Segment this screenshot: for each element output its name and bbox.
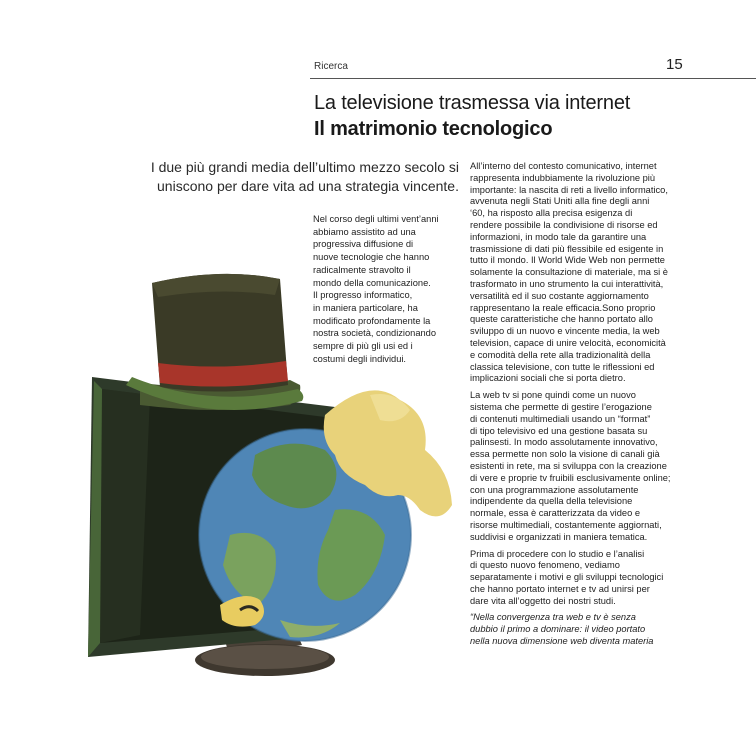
lead-line: I due più grandi media dell’ultimo mezzo secolo si bbox=[150, 159, 459, 175]
body-line: versatilità ed il suo costante aggiornamento bbox=[470, 290, 649, 301]
intro-line: nostra società, condizionando bbox=[313, 328, 437, 339]
body-paragraph-1 bbox=[470, 161, 710, 385]
body-line: normale, essa è caratterizzata da video e bbox=[470, 508, 641, 519]
body-line: queste caratteristiche che hanno portato allo bbox=[470, 314, 653, 325]
body-line: ‘60, ha risposto alla precisa esigenza di bbox=[470, 208, 633, 219]
body-line: rendere possibile la condivisione di risorse ed bbox=[470, 219, 658, 230]
body-line: palinsesti. In modo assolutamente innovativo, bbox=[470, 437, 658, 448]
body-line: di questo nuovo fenomeno, vediamo bbox=[470, 560, 620, 571]
body-paragraph-3 bbox=[470, 549, 710, 608]
quote-line: dubbio il primo a dominare: il video portato bbox=[470, 624, 646, 635]
intro-line: in maniera particolare, ha bbox=[313, 302, 418, 313]
lead-line: uniscono per dare vita ad una strategia vincente. bbox=[157, 178, 459, 194]
body-line: rappresenta indubbiamente la rivoluzione più bbox=[470, 172, 656, 183]
body-line: di vere e proprie tv fruibili esclusivamente online; bbox=[470, 472, 671, 483]
quote-line: “Nella convergenza tra web e tv è senza bbox=[470, 612, 636, 623]
body-line: television, capace di unire velocità, economicità bbox=[470, 337, 666, 348]
section-label: Ricerca bbox=[314, 61, 348, 72]
body-line: separatamente i motivi e gli sviluppi tecnologici bbox=[470, 572, 664, 583]
intro-line: progressiva diffusione di bbox=[313, 239, 414, 250]
intro-line: costumi degli individui. bbox=[313, 353, 407, 364]
body-line: trasmissione di dati più flessibile ed esigente in bbox=[470, 243, 664, 254]
body-line: sviluppo di un nuovo e vincente media, la web bbox=[470, 326, 660, 337]
body-column bbox=[470, 161, 710, 653]
body-line: esistenti in rete, ma si sviluppa con la creazione bbox=[470, 460, 667, 471]
page-number: 15 bbox=[666, 56, 683, 73]
pull-quote bbox=[470, 612, 710, 647]
body-line: essa permette non solo la visione di canali già bbox=[470, 449, 660, 460]
article-title: La televisione trasmessa via internet bbox=[314, 92, 631, 114]
intro-line: mondo della comunicazione. bbox=[313, 277, 431, 288]
top-hat-icon bbox=[126, 274, 303, 410]
body-line: dare vita all’oggetto dei nostri studi. bbox=[470, 595, 616, 606]
article-subtitle: Il matrimonio tecnologico bbox=[314, 118, 553, 140]
intro-line: Il progresso informatico, bbox=[313, 290, 413, 301]
quote-line: nella nuova dimensione web diventa materia bbox=[470, 636, 654, 647]
body-line: indipendente da quella della televisione bbox=[470, 496, 633, 507]
body-line: Prima di procedere con lo studio e l’analisi bbox=[470, 548, 645, 559]
body-line: classica televisione, con tutte le riflessioni ed bbox=[470, 361, 655, 372]
body-line: All’interno del contesto comunicativo, internet bbox=[470, 161, 657, 171]
body-line: di contenuti multimediali usando un “format” bbox=[470, 413, 651, 424]
body-line: risorse multimediali, costantemente aggiornati, bbox=[470, 519, 662, 530]
body-line: informazioni, in modo tale da garantire una bbox=[470, 231, 647, 242]
body-line: rappresentano la reale efficacia.Sono proprio bbox=[470, 302, 656, 313]
lead-paragraph bbox=[100, 158, 459, 196]
body-line: suddivisi e organizzati in maniera tematica. bbox=[470, 531, 648, 542]
body-line: con una programmazione assolutamente bbox=[470, 484, 639, 495]
body-line: che hanno portato internet e tv ad unirsi per bbox=[470, 583, 650, 594]
tv-globe-illustration bbox=[80, 265, 460, 685]
intro-line: Nel corso degli ultimi vent’anni bbox=[313, 214, 439, 224]
intro-line: modificato profondamente la bbox=[313, 315, 431, 326]
body-line: implicazioni sociali che si porta dietro. bbox=[470, 373, 626, 384]
body-line: e comodità della rete alla tradizionalità della bbox=[470, 349, 651, 360]
body-line: sistema che permette di gestire l’erogazione bbox=[470, 401, 652, 412]
intro-line: radicalmente stravolto il bbox=[313, 264, 411, 275]
body-line: trasformato in uno strumento la cui interattività, bbox=[470, 278, 664, 289]
body-line: solamente la consultazione di materiale, ma si è bbox=[470, 267, 668, 278]
body-line: tutto il mondo. Il World Wide Web non permette bbox=[470, 255, 665, 266]
intro-line: nuove tecnologie che hanno bbox=[313, 252, 430, 263]
intro-line: sempre di più gli usi ed i bbox=[313, 341, 413, 352]
body-line: di tipo televisivo ed una gestione basata su bbox=[470, 425, 648, 436]
body-paragraph-2 bbox=[470, 390, 710, 543]
header-rule bbox=[310, 78, 756, 79]
body-line: importante: la nascita di reti a livello informatico, bbox=[470, 184, 668, 195]
body-line: avvenuta negli Stati Uniti alla fine degli anni bbox=[470, 196, 650, 207]
body-line: La web tv si pone quindi come un nuovo bbox=[470, 390, 636, 401]
intro-line: abbiamo assistito ad una bbox=[313, 226, 416, 237]
